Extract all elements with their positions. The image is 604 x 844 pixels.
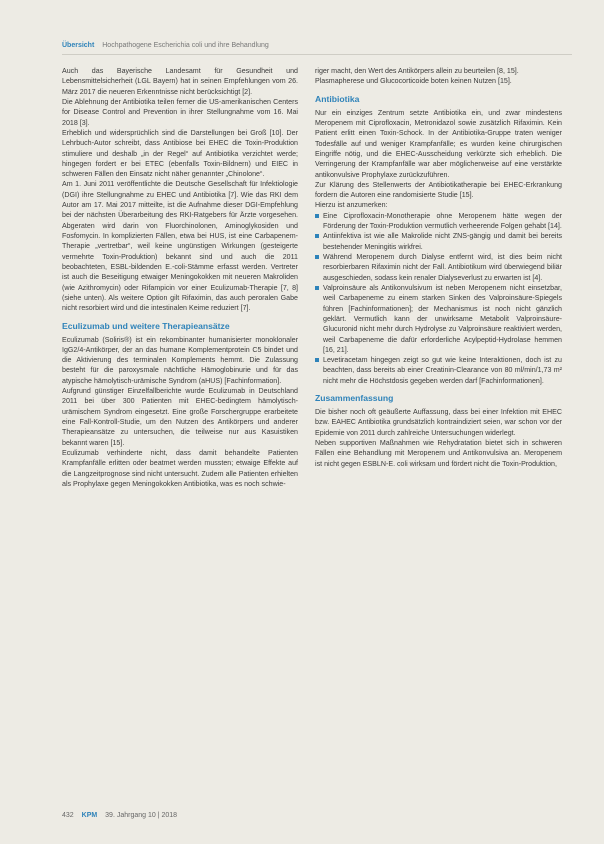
left-column [62,66,298,489]
paragraph: Eculizumab verhinderte nicht, dass damit behandelte Patienten Krampfanfälle erlitten oder beatmet werden mussten; etwaige Effekte auf die Langzeitprognose sind nicht untersucht. Zudem alle Patienten erhielten als Prophylaxe gegen Meningokokken Antibiotika, was es noch schwie- [62,448,298,488]
journal-issue: 39. Jahrgang 10 | 2018 [105,812,178,819]
list-item: Eine Ciprofloxacin-Monotherapie ohne Meropenem hätte wegen der Förderung der Toxin-Produktion vermutlich verheerende Folgen gehabt [14]. [315,211,562,232]
section-heading-antibiotika: Antibiotika [315,93,360,104]
paragraph: Zur Klärung des Stellenwerts der Antibiotikatherapie bei EHEC-Erkrankung fordern die Autoren eine randomisierte Studie [15]. [315,180,562,200]
section-label: Übersicht [62,42,95,49]
running-title: Hochpathogene Escherichia coli und ihre Behandlung [102,42,269,49]
list-item: Valproinsäure als Antikonvulsivum ist neben Meropenem nicht einsetzbar, weil Carbapeneme zu einem starken Sinken des Valproinsäure-Spiegels führen [Fachinformationen]; der Mechanismus ist noch nicht gänzlich geklärt. Vermutlich kann der unwirksame Metabolit Valproinsäure-Glucuronid nicht mehr durch Hydrolyse zu Valproinsäure reaktiviert werden, weil Carbapeneme die dafür erforderliche Acylpeptid-Hydrolase hemmen [16, 21]. [315,283,562,355]
paragraph: Eculizumab (Soliris®) ist ein rekombinanter humanisierter monoklonaler IgG2/4-Antikörper, der an das humane Komplementprotein C5 bindet und die Aktivierung des terminalen Komplements hemmt. Die Zulassung besteht für die paroxysmale nächtliche Hämoglobinurie und für das atypische hämolytisch-urämische Syndrom (aHUS) [Fachinformation]. [62,335,298,385]
paragraph: Aufgrund günstiger Einzelfallberichte wurde Eculizumab in Deutschland 2011 bei über 300 Patienten mit EHEC-bedingtem hämolytisch-urämischem Syndrom eingesetzt. Eine große Forschergruppe erarbeitete eine Fall-Kontroll-Studie, um den Nutzen des Antikörpers und anderer Therapieansätze zu untersuchen, die teilweise nur aus Kasuistiken bekannt waren [15]. [62,387,298,447]
journal-brand: KPM [81,812,98,819]
running-header [62,41,572,51]
list-item: Während Meropenem durch Dialyse entfernt wird, ist dies beim nicht resorbierbaren Rifaximin nicht der Fall. Antibiotikum wird überwiegend biliär ausgeschieden, sodass kein renaler Dialyseverlust zu erwarten ist [4]. [315,252,562,283]
page-number: 432 [62,812,74,819]
paragraph: Erheblich und widersprüchlich sind die Darstellungen bei Groß [10]. Der Lehrbuch-Autor schreibt, dass Antibiose bei EHEC die Toxin-Produktion stimuliere und deshalb „in der Regel“ auf Antibiotika verzichtet werde; hingegen fordert er bei ETEC (ebenfalls Toxin-Bildnern) und EIEC in schweren Fällen den Einsatz nicht näher genannter „Chinolone“. [62,128,298,179]
section-heading-eculizumab: Eculizumab und weitere Therapieansätze [62,320,230,331]
paragraph: Neben supportiven Maßnahmen wie Rehydratation bietet sich in schweren Fällen eine Behandlung mit Meropenem und Antikonvulsiva an. Meropenem ist nicht gegen ESBLN-E. coli wirksam und fördert nicht die Toxin-Produktion, [315,439,562,468]
paragraph: Die Ablehnung der Antibiotika teilen ferner die US-amerikanischen Centers for Disease Control and Prevention in ihrer Stellungnahme vom 16. Mai 2018 [3]. [62,97,298,127]
paragraph: riger macht, den Wert des Antikörpers allein zu beurteilen [8, 15]. [315,67,519,75]
right-column [315,66,562,469]
paragraph: Die bisher noch oft geäußerte Auffassung, dass bei einer Infektion mit EHEC bzw. EAHEC Antibiotika grundsätzlich kontraindiziert seien, war schon vor der Epidemie von 2011 durch zahlreiche Untersuchungen widerlegt. [315,408,562,437]
section-heading-zusammenfassung: Zusammenfassung [315,393,394,404]
paragraph: Hierzu ist anzumerken: [315,201,388,210]
list-item: Levetiracetam hingegen zeigt so gut wie keine Interaktionen, doch ist zu beachten, dass bereits ab einer Creatinin-Clearance von 80 ml/min/1,73 m² nicht mehr die Höchstdosis gegeben werden darf [Fachinformationen]. [315,355,562,386]
header-rule [62,54,572,55]
bullet-list [315,211,562,386]
paragraph: Nur ein einziges Zentrum setzte Antibiotika ein, und zwar mindestens Meropenem mit Ciprofloxacin, Metronidazol sowie zusätzlich Rifaximin. Kein Patient erlitt einen Toxin-Schock. In der Antibiotika-Gruppe traten weniger Todesfälle auf und weniger Krampfanfälle; es wurden keine chirurgischen Eingriffe nötig, und die EHEC-Ausscheidung verkürzte sich erheblich. Die Verringerung der Krampfanfälle war aber möglicherweise auf eine verstärkte antikonvulsive Prophylaxe zurückzuführen. [315,108,562,179]
list-item: Antiinfektiva ist wie alle Makrolide nicht ZNS-gängig und damit bei bereits bestehender Meningitis wirkfrei. [315,231,562,252]
paragraph: Auch das Bayerische Landesamt für Gesundheit und Lebensmittelsicherheit (LGL Bayern) hat in seinen Empfehlungen vom 26. März 2017 die neueren Erkenntnisse nicht berücksichtigt [2]. [62,67,298,96]
page-footer [62,812,177,819]
paragraph: Plasmapherese und Glucocorticoide boten keinen Nutzen [15]. [315,77,512,86]
paragraph: Am 1. Juni 2011 veröffentlichte die Deutsche Gesellschaft für Infektiologie (DGI) ihre Stellungnahme zu EHEC und Antibiotika [7]. Wie das RKI dem Autor am 17. Mai 2017 mitteilte, ist die Aufnahme dieser DGI-Empfehlung bei der nächsten Überarbeitung des RKI-Ratgebers für Ärzte vorgesehen. Abgeraten wird darin von Fluorchinolonen, Aminoglykosiden und Fosfomycin. In komplizierten Fällen, etwa bei HUS, ist eine Carbapenem-Therapie „vertretbar“, weil keine ungünstigen Wirkungen (gesteigerte vermehrte Toxin-Produktion) bekannt sind und auch die 2011 beobachteten, ESBL-bildenden E.-coli-Stämme erfasst werden. Vertreter ist auch die Beseitigung etwaiger Meningokokken mit neueren Makroliden (wie Azithromycin) oder Rifampicin vor einer Eculizumab-Therapie [7, 8] (siehe unten). Als weitere Option gilt Rifaximin, das auch peroralen Gabe nicht resorbiert wird und die intestinalen Keime reduziert [7]. [62,180,298,313]
